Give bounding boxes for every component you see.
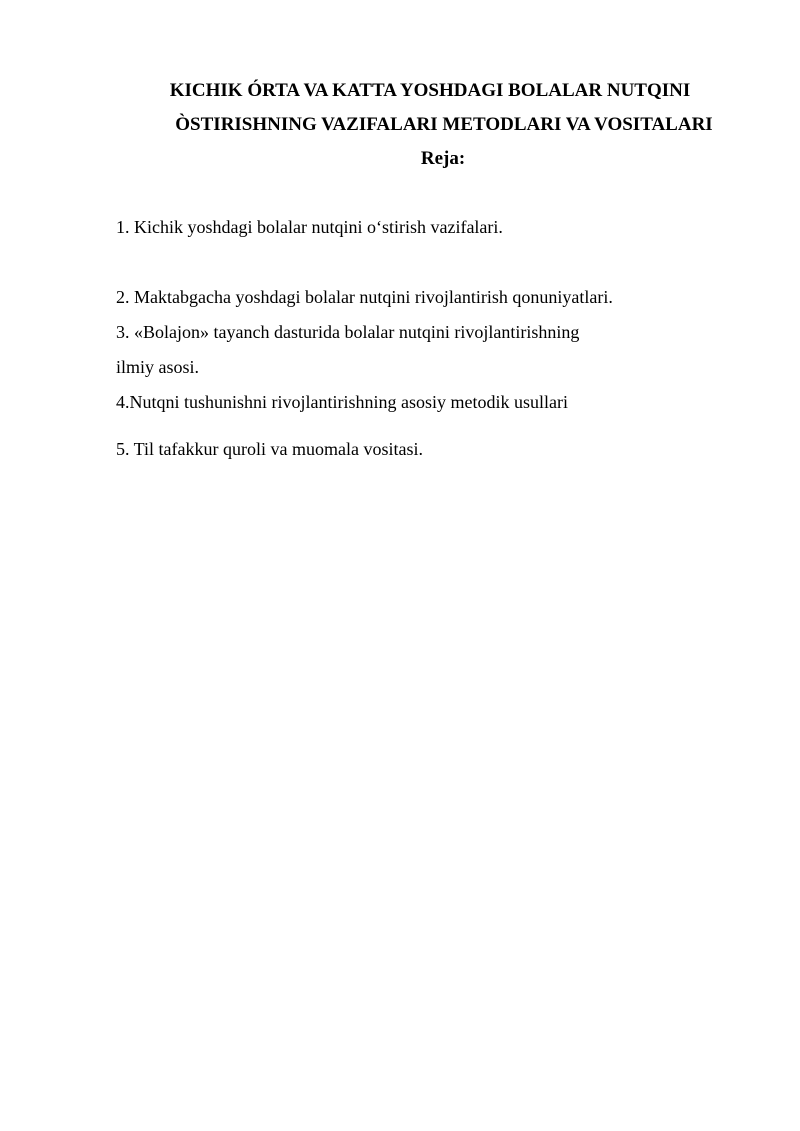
- plan-item-2: 2. Maktabgacha yoshdagi bolalar nutqini rivojlantirish qonuniyatlari.: [116, 287, 613, 307]
- document-title-line-1: KICHIK ÓRTA VA KATTA YOSHDAGI BOLALAR NUTQINI: [169, 80, 691, 101]
- plan-item-3-line-1: 3. «Bolajon» tayanch dasturida bolalar nutqini rivojlantirishning: [116, 322, 580, 342]
- plan-item-4: 4.Nutqni tushunishni rivojlantirishning asosiy metodik usullari: [116, 392, 568, 412]
- plan-item-3-line-2: ilmiy asosi.: [116, 357, 200, 377]
- title-block: [110, 74, 750, 176]
- plan-item-5: 5. Til tafakkur quroli va muomala vositasi.: [116, 439, 423, 459]
- plan-item-1: 1. Kichik yoshdagi bolalar nutqini o‘stirish vazifalari.: [116, 217, 503, 237]
- document-title-line-2: ÒSTIRISHNING VAZIFALARI METODLARI VA VOSITALARI: [175, 114, 713, 135]
- plan-heading: Reja:: [420, 148, 466, 169]
